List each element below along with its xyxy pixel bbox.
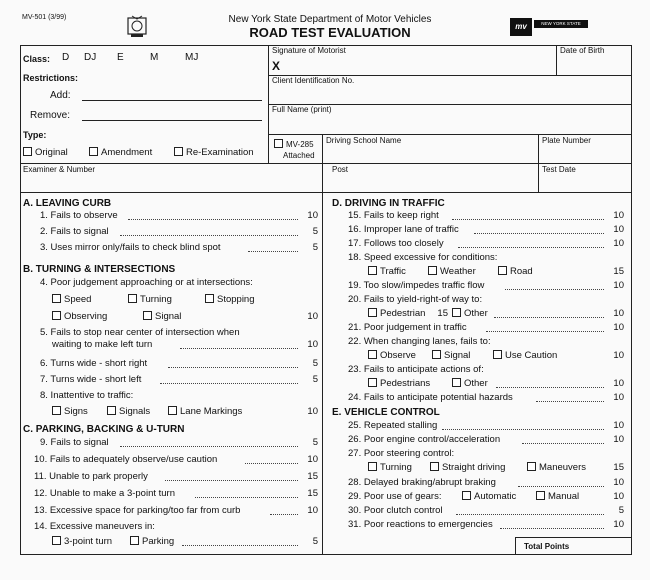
item-21-label: 21. Poor judgement in traffic [348, 322, 467, 333]
item-4-speed-checkbox[interactable] [52, 294, 91, 305]
item-25-label: 25. Repeated stalling [348, 420, 438, 431]
item-19-points: 10 [613, 280, 624, 291]
class-label: Class: [23, 54, 51, 64]
item-5-points: 10 [307, 339, 318, 350]
item-4-stopping-checkbox[interactable] [205, 294, 255, 305]
item-13-label: 13. Excessive space for parking/too far from curb [34, 505, 241, 516]
item-15-points: 10 [613, 210, 624, 221]
item-20-other-checkbox[interactable] [452, 308, 488, 319]
item-8-lane-markings-checkbox[interactable] [168, 406, 242, 417]
item-1-label: 1. Fails to observe [40, 210, 118, 221]
item-30-label: 30. Poor clutch control [348, 505, 443, 516]
item-4-stopping-label: Stopping [217, 294, 255, 305]
item-23-pedestrians-label: Pedestrians [380, 378, 431, 389]
item-8-lane-markings-label: Lane Markings [180, 406, 243, 417]
item-30-points: 5 [618, 505, 624, 516]
class-option-m[interactable]: M [150, 52, 159, 63]
item-3-label: 3. Uses mirror only/fails to check blind spot [40, 242, 221, 253]
signature-field[interactable] [285, 58, 553, 73]
post-label: Post [332, 165, 349, 174]
item-28-label: 28. Delayed braking/abrupt braking [348, 477, 496, 488]
type-label: Type: [23, 130, 47, 140]
section-d-title: D. DRIVING IN TRAFFIC [332, 198, 445, 209]
item-20-pedestrian-checkbox[interactable] [368, 308, 425, 319]
item-22-signal-label: Signal [444, 350, 471, 361]
item-22-points: 10 [613, 350, 624, 361]
item-17-points: 10 [613, 238, 624, 249]
item-2-points: 5 [312, 226, 318, 237]
item-14-label: 14. Excessive maneuvers in: [34, 521, 155, 532]
section-c-title: C. PARKING, BACKING & U-TURN [23, 424, 185, 435]
item-23-label: 23. Fails to anticipate actions of: [348, 364, 484, 375]
item-29-automatic-checkbox[interactable] [462, 491, 516, 502]
item-8-signs-label: Signs [64, 406, 88, 417]
item-23-pedestrians-checkbox[interactable] [368, 378, 430, 389]
item-12-label: 12. Unable to make a 3-point turn [34, 488, 176, 499]
item-6-label: 6. Turns wide - short right [40, 358, 148, 369]
item-9-label: 9. Fails to signal [40, 437, 109, 448]
item-6-points: 5 [312, 358, 318, 369]
item-23-other-checkbox[interactable] [452, 378, 488, 389]
item-22-signal-checkbox[interactable] [432, 350, 470, 361]
item-27-maneuvers-label: Maneuvers [539, 462, 586, 473]
item-20-other-label: Other [464, 308, 488, 319]
class-option-dj[interactable]: DJ [84, 52, 97, 63]
item-29-manual-checkbox[interactable] [536, 491, 579, 502]
item-8-signs-checkbox[interactable] [52, 406, 88, 417]
item-27-maneuvers-checkbox[interactable] [527, 462, 586, 473]
item-20-label: 20. Fails to yield-right-of way to: [348, 294, 483, 305]
item-8-signals-checkbox[interactable] [107, 406, 150, 417]
item-22-label: 22. When changing lanes, fails to: [348, 336, 491, 347]
item-29-manual-label: Manual [548, 491, 580, 502]
dmv-logo [510, 18, 590, 38]
item-4-signal-checkbox[interactable] [143, 311, 181, 322]
item-29-points: 10 [613, 491, 624, 502]
type-amendment-checkbox[interactable] [89, 147, 152, 158]
type-original-label: Original [35, 147, 68, 158]
mv285-checkbox[interactable] [274, 139, 314, 149]
item-18-traffic-checkbox[interactable] [368, 266, 406, 277]
item-17-label: 17. Follows too closely [348, 238, 444, 249]
attached-label: Attached [283, 151, 315, 160]
item-4-label: 4. Poor judgement approaching or at intersections: [40, 277, 253, 288]
restrictions-label: Restrictions: [23, 73, 79, 83]
total-points-label: Total Points [524, 542, 570, 551]
item-18-traffic-label: Traffic [380, 266, 406, 277]
item-4-points: 10 [307, 311, 318, 322]
item-16-label: 16. Improper lane of traffic [348, 224, 459, 235]
test-date-label: Test Date [542, 165, 576, 174]
item-27-straight-driving-checkbox[interactable] [430, 462, 505, 473]
item-25-points: 10 [613, 420, 624, 431]
item-22-observe-checkbox[interactable] [368, 350, 416, 361]
client-id-label: Client Identification No. [272, 76, 355, 85]
state-seal-icon [126, 14, 148, 38]
form-id: MV-501 (3/99) [22, 14, 67, 21]
item-7-label: 7. Turns wide - short left [40, 374, 142, 385]
type-reexamination-label: Re-Examination [186, 147, 254, 158]
add-label: Add: [50, 90, 71, 101]
item-8-label: 8. Inattentive to traffic: [40, 390, 134, 401]
item-1-points: 10 [307, 210, 318, 221]
class-option-e[interactable]: E [117, 52, 124, 63]
dmv-logo-mark: mv [510, 18, 532, 36]
type-original-checkbox[interactable] [23, 147, 68, 158]
remove-field[interactable] [82, 120, 262, 121]
item-18-road-checkbox[interactable] [498, 266, 533, 277]
item-29-automatic-label: Automatic [474, 491, 517, 502]
item-2-label: 2. Fails to signal [40, 226, 109, 237]
signature-label: Signature of Motorist [272, 46, 346, 55]
agency-name: New York State Department of Motor Vehicles [228, 14, 432, 25]
item-14-parking-label: Parking [142, 536, 175, 547]
item-26-points: 10 [613, 434, 624, 445]
item-14-points: 5 [312, 536, 318, 547]
item-23-points: 10 [613, 378, 624, 389]
type-reexamination-checkbox[interactable] [174, 147, 254, 158]
add-field[interactable] [82, 100, 262, 101]
full-name-label: Full Name (print) [272, 105, 332, 114]
form-title: ROAD TEST EVALUATION [249, 25, 411, 40]
item-20-pedestrian-label: Pedestrian [380, 308, 426, 319]
item-8-points: 10 [307, 406, 318, 417]
item-11-label: 11. Unable to park properly [34, 471, 148, 482]
item-27-label: 27. Poor steering control: [348, 448, 455, 459]
item-24-label: 24. Fails to anticipate potential hazards [348, 392, 513, 403]
item-31-points: 10 [613, 519, 624, 530]
item-20-pedestrian-points: 15 [437, 308, 448, 319]
item-31-label: 31. Poor reactions to emergencies [348, 519, 493, 530]
item-5-label-a: 5. Fails to stop near center of intersection when [40, 327, 240, 338]
item-13-points: 10 [307, 505, 318, 516]
item-10-label: 10. Fails to adequately observe/use caution [34, 454, 218, 465]
item-18-weather-checkbox[interactable] [428, 266, 476, 277]
item-27-straight-driving-label: Straight driving [442, 462, 506, 473]
item-4-observing-label: Observing [64, 311, 108, 322]
item-11-points: 15 [307, 471, 318, 482]
item-19-label: 19. Too slow/impedes traffic flow [348, 280, 485, 291]
item-14-3point-label: 3-point turn [64, 536, 113, 547]
item-14-3point-checkbox[interactable] [52, 536, 112, 547]
dob-label: Date of Birth [560, 46, 605, 55]
item-3-points: 5 [312, 242, 318, 253]
item-4-signal-label: Signal [155, 311, 182, 322]
item-18-points: 15 [613, 266, 624, 277]
item-24-points: 10 [613, 392, 624, 403]
item-22-observe-label: Observe [380, 350, 416, 361]
item-4-speed-label: Speed [64, 294, 92, 305]
item-5-label-b: waiting to make left turn [52, 339, 153, 350]
item-23-other-label: Other [464, 378, 488, 389]
item-4-observing-checkbox[interactable] [52, 311, 107, 322]
signature-x: X [272, 59, 281, 73]
plate-label: Plate Number [542, 136, 591, 145]
item-22-use-caution-checkbox[interactable] [493, 350, 557, 361]
item-8-signals-label: Signals [119, 406, 151, 417]
item-18-road-label: Road [510, 266, 533, 277]
item-27-points: 15 [613, 462, 624, 473]
total-points-box[interactable] [515, 537, 632, 555]
item-4-turning-label: Turning [140, 294, 172, 305]
item-15-label: 15. Fails to keep right [348, 210, 439, 221]
item-28-points: 10 [613, 477, 624, 488]
item-18-weather-label: Weather [440, 266, 476, 277]
section-e-title: E. VEHICLE CONTROL [332, 407, 440, 418]
dmv-logo-text: NEW YORK STATE [534, 20, 588, 28]
item-10-points: 10 [307, 454, 318, 465]
item-14-parking-checkbox[interactable] [130, 536, 174, 547]
item-27-turning-label: Turning [380, 462, 412, 473]
item-26-label: 26. Poor engine control/acceleration [348, 434, 501, 445]
item-22-use-caution-label: Use Caution [505, 350, 558, 361]
item-4-turning-checkbox[interactable] [128, 294, 172, 305]
type-amendment-label: Amendment [101, 147, 153, 158]
section-b-title: B. TURNING & INTERSECTIONS [23, 264, 176, 275]
class-option-d[interactable]: D [62, 52, 70, 63]
item-21-points: 10 [613, 322, 624, 333]
mv285-label: MV-285 [286, 140, 314, 149]
item-7-points: 5 [312, 374, 318, 385]
item-9-points: 5 [312, 437, 318, 448]
item-20-other-points: 10 [613, 308, 624, 319]
driving-school-label: Driving School Name [326, 136, 402, 145]
class-option-mj[interactable]: MJ [185, 52, 199, 63]
examiner-label: Examiner & Number [23, 165, 96, 174]
item-18-label: 18. Speed excessive for conditions: [348, 252, 498, 263]
item-16-points: 10 [613, 224, 624, 235]
item-27-turning-checkbox[interactable] [368, 462, 412, 473]
section-a-title: A. LEAVING CURB [23, 198, 112, 209]
item-29-label: 29. Poor use of gears: [348, 491, 442, 502]
item-12-points: 15 [307, 488, 318, 499]
remove-label: Remove: [30, 110, 71, 121]
